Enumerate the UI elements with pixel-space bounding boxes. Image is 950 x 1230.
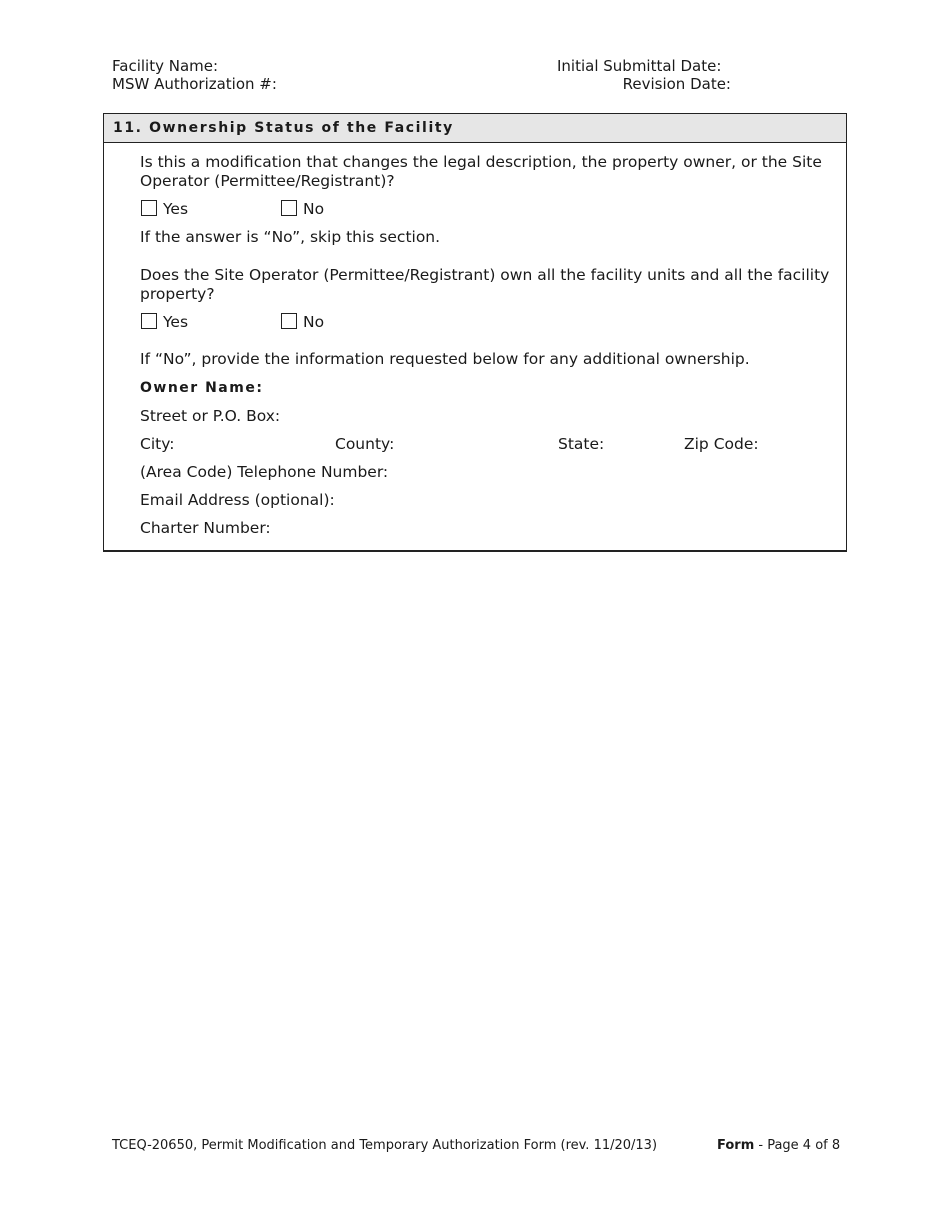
q2-yes-checkbox[interactable] <box>141 313 157 329</box>
footer-form-id: TCEQ-20650, Permit Modification and Temporary Authorization Form (rev. 11/20/13) <box>112 1138 658 1153</box>
section-title: 11. Ownership Status of the Facility <box>104 114 846 143</box>
q1-yes-label: Yes <box>163 200 189 218</box>
q2-note: If “No”, provide the information requested below for any additional ownership. <box>140 350 750 368</box>
revision-date-label: Revision Date: <box>622 75 731 93</box>
state-label: State: <box>558 435 605 453</box>
q1-no-option[interactable] <box>281 200 324 219</box>
street-label: Street or P.O. Box: <box>140 407 281 425</box>
q1-yes-option[interactable] <box>141 200 188 219</box>
question-modification: Is this a modification that changes the legal description, the property owner, or the Site Operator (Permittee/Registrant)? <box>140 153 822 190</box>
county-label: County: <box>335 435 395 453</box>
charter-number-label: Charter Number: <box>140 519 271 537</box>
header-left <box>112 57 277 93</box>
footer-form-word: Form <box>717 1138 755 1153</box>
question-ownership: Does the Site Operator (Permittee/Registrant) own all the facility units and all the facility property? <box>140 266 830 303</box>
q2-no-label: No <box>303 313 325 331</box>
facility-name-label: Facility Name: <box>112 57 219 75</box>
q2-no-checkbox[interactable] <box>281 313 297 329</box>
footer-page <box>717 1138 840 1154</box>
q2-no-option[interactable] <box>281 313 324 332</box>
q2-yes-option[interactable] <box>141 313 188 332</box>
q1-note: If the answer is “No”, skip this section. <box>140 228 441 246</box>
msw-authorization-label: MSW Authorization #: <box>112 75 277 93</box>
email-label: Email Address (optional): <box>140 491 335 509</box>
q1-yes-checkbox[interactable] <box>141 200 157 216</box>
telephone-label: (Area Code) Telephone Number: <box>140 463 389 481</box>
header-right <box>557 57 731 93</box>
owner-name-label: Owner Name: <box>140 380 264 396</box>
q1-no-label: No <box>303 200 325 218</box>
zip-code-label: Zip Code: <box>684 435 759 453</box>
footer-page-number: - Page 4 of 8 <box>754 1138 841 1153</box>
initial-submittal-date-label: Initial Submittal Date: <box>557 57 722 75</box>
q2-yes-label: Yes <box>163 313 189 331</box>
q1-no-checkbox[interactable] <box>281 200 297 216</box>
city-label: City: <box>140 435 175 453</box>
